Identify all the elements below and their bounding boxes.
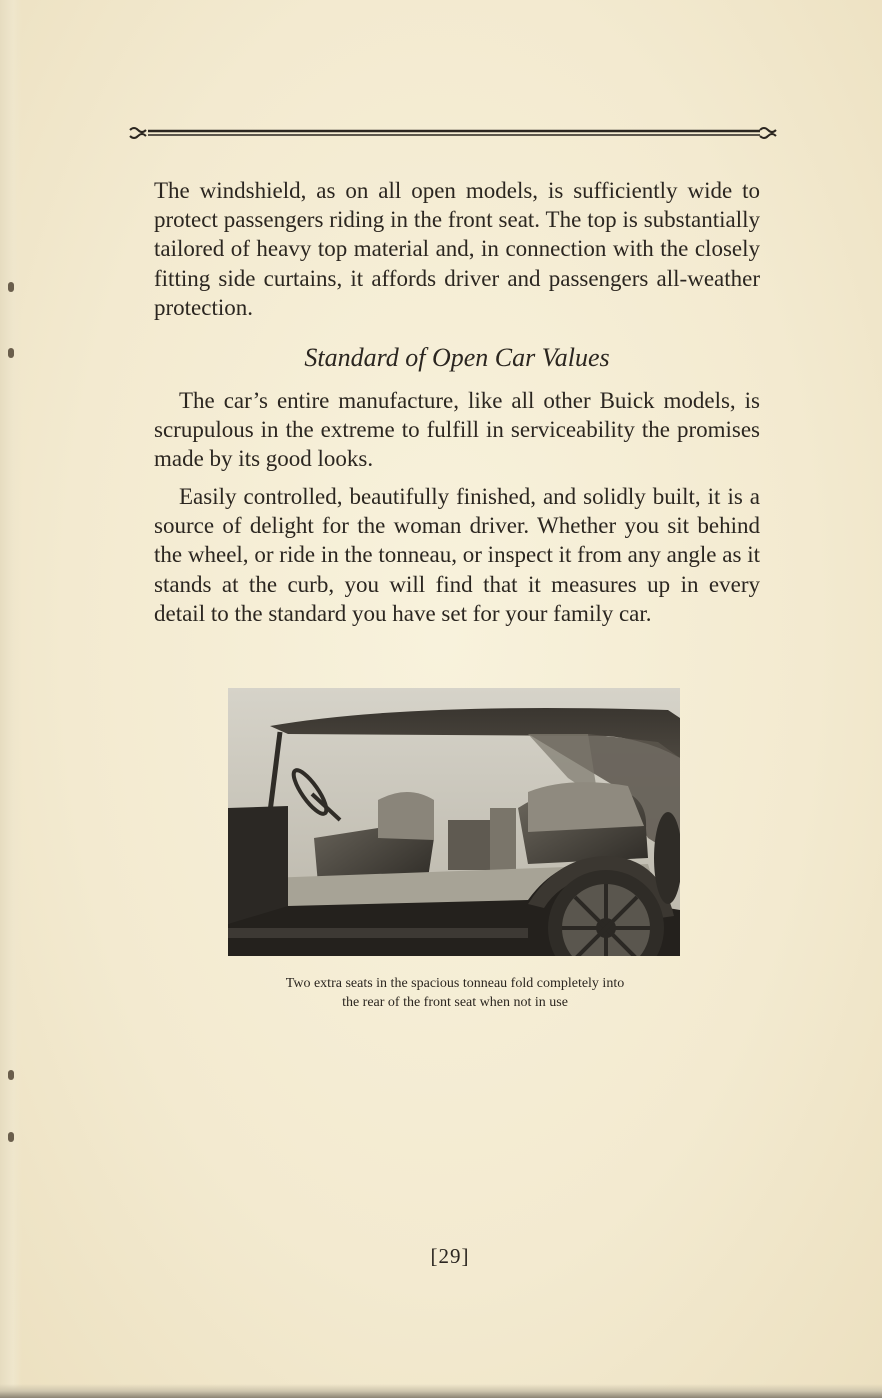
section-heading: Standard of Open Car Values (304, 343, 610, 372)
paragraph-woman-driver: Easily controlled, beautifully finished, and solidly built, it is a source of delight for the woman driver. Whether you sit behind the wheel, or ride in the tonneau, or inspect it from any angle as it stands at the curb, you will find that it measures up in every detail to the standard you have set for your family car. (154, 484, 760, 626)
binding-stitch (8, 348, 14, 358)
car-interior-photo (228, 688, 680, 956)
binding-stitch (8, 1132, 14, 1142)
page-binding-edge (0, 0, 22, 1398)
caption-line-2: the rear of the front seat when not in use (342, 995, 568, 1010)
page-number: [29] (430, 1244, 470, 1268)
paragraph-windshield: The windshield, as on all open models, is sufficiently wide to protect passengers riding in the front seat. The top is substantially tailored of heavy top material and, in connection with the closely fitting side curtains, it affords driver and passengers all-weather protection. (154, 178, 760, 320)
photo-caption (190, 974, 720, 1012)
decorative-header-rule (120, 123, 784, 143)
page-bottom-shadow (0, 1384, 882, 1398)
binding-stitch (8, 282, 14, 292)
paragraph-manufacture: The car’s entire manufacture, like all other Buick models, is scrupulous in the extreme to fulfill in serviceability the promises made by its good looks. (154, 388, 760, 472)
car-illustration (228, 688, 680, 956)
caption-line-1: Two extra seats in the spacious tonneau fold completely into (285, 976, 625, 991)
binding-stitch (8, 1070, 14, 1080)
